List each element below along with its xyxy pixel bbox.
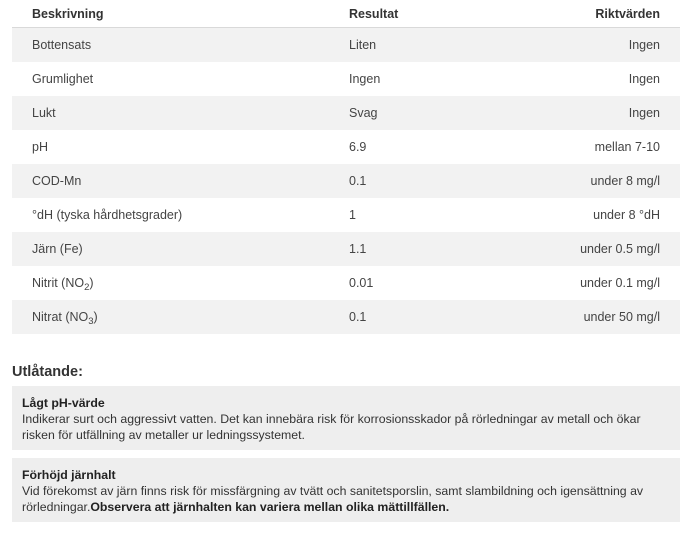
cell-description: Järn (Fe): [32, 242, 83, 256]
cell-result: Svag: [349, 106, 378, 120]
table-row: [12, 300, 680, 334]
note-title: Lågt pH-värde: [22, 396, 105, 410]
cell-result: 6.9: [349, 140, 367, 154]
water-analysis-table: [12, 0, 680, 334]
cell-result: Liten: [349, 38, 377, 52]
table-header: [12, 0, 680, 28]
note-title: Förhöjd järnhalt: [22, 468, 116, 482]
subscript: 3: [88, 316, 94, 327]
table-row: [12, 28, 680, 62]
cell-reference: under 8 °dH: [593, 208, 660, 222]
cell-result: 0.01: [349, 276, 374, 290]
description-prefix: Nitrat (NO: [32, 310, 89, 324]
cell-result: Ingen: [349, 72, 381, 86]
table-row: [12, 62, 680, 96]
note-low-ph: [12, 386, 680, 450]
note-emphasis: Observera att järnhalten kan variera mellan olika mättillfällen.: [90, 500, 450, 514]
cell-description: Lukt: [32, 106, 56, 120]
note-body: Indikerar surt och aggressivt vatten. Det kan innebära risk för korrosionsskador på rörledningar av metall och ökar risken för utfällning av metaller ur ledningssystemet.: [22, 412, 641, 442]
subscript: 2: [84, 282, 90, 293]
table-row: [12, 130, 680, 164]
cell-result: 1.1: [349, 242, 367, 256]
table-row: [12, 232, 680, 266]
cell-reference: under 8 mg/l: [590, 174, 660, 188]
cell-description: pH: [32, 140, 48, 154]
note-text: [22, 411, 670, 443]
cell-description: [12, 276, 321, 293]
description-suffix: ): [89, 276, 94, 290]
cell-description: Bottensats: [32, 38, 92, 52]
note-body: Vid förekomst av järn finns risk för missfärgning av tvätt och sanitetsporslin, samt slambildning och igensättning av rörledningar.: [22, 484, 644, 514]
cell-description: Grumlighet: [32, 72, 94, 86]
table-row: [12, 198, 680, 232]
cell-reference: Ingen: [628, 38, 660, 52]
cell-result: 0.1: [349, 174, 367, 188]
header-description: Beskrivning: [32, 6, 104, 21]
cell-result: 0.1: [349, 310, 367, 324]
note-text: [22, 483, 670, 515]
table-row: [12, 266, 680, 300]
note-high-iron: [12, 458, 680, 522]
description-suffix: ): [93, 310, 98, 324]
table-row: [12, 96, 680, 130]
cell-reference: mellan 7-10: [594, 140, 660, 154]
statement-title: Utlåtande:: [12, 364, 83, 380]
cell-reference: Ingen: [628, 106, 660, 120]
cell-description: [12, 310, 321, 327]
cell-reference: Ingen: [628, 72, 660, 86]
header-result: Resultat: [349, 6, 399, 21]
header-reference: Riktvärden: [595, 6, 660, 21]
cell-result: 1: [349, 208, 356, 222]
cell-description: COD-Mn: [32, 174, 82, 188]
cell-reference: under 0.5 mg/l: [580, 242, 660, 256]
description-prefix: Nitrit (NO: [32, 276, 85, 290]
cell-description: °dH (tyska hårdhetsgrader): [32, 208, 183, 222]
table-row: [12, 164, 680, 198]
cell-reference: under 0.1 mg/l: [580, 276, 660, 290]
cell-reference: under 50 mg/l: [583, 310, 660, 324]
